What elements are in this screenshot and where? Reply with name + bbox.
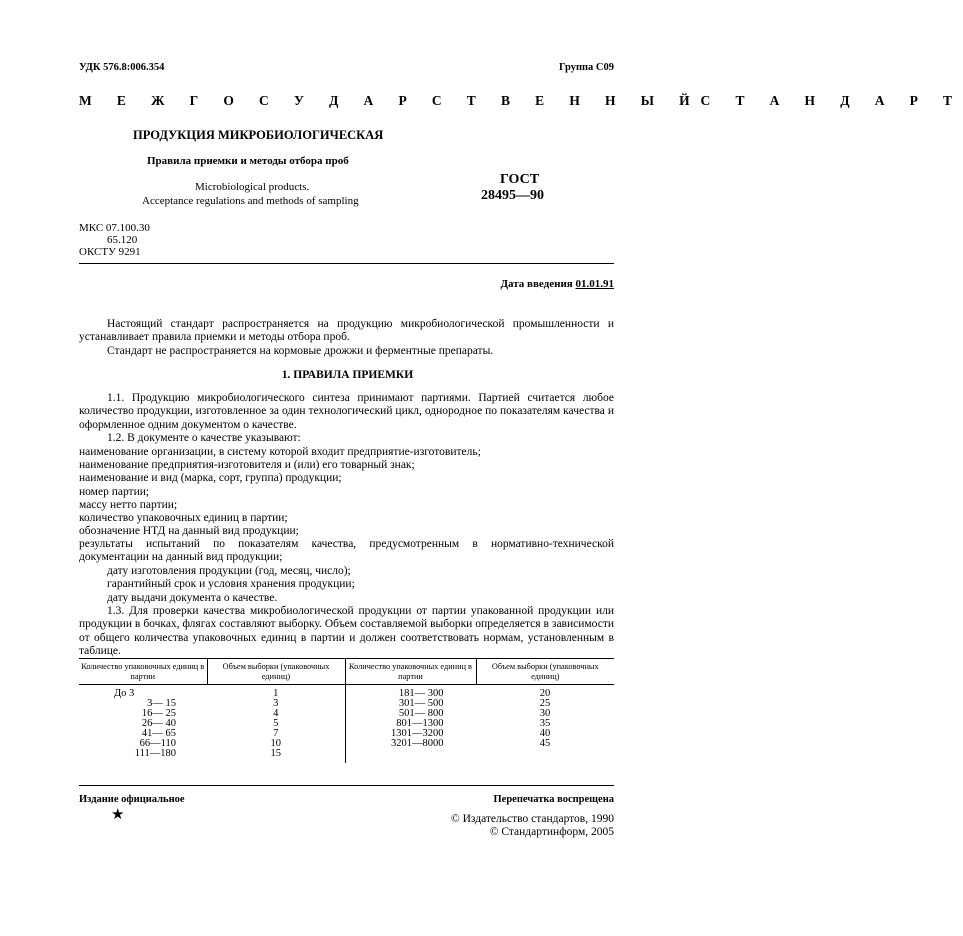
interstate-word-1: М Е Ж Г О С У Д А Р С Т В Е Н Н Ы Й [79, 93, 701, 108]
table-cell: До 3 [114, 688, 135, 699]
table-cell: 3201—8000 [391, 738, 444, 749]
table-header-cell: Количество упаковочных единиц в партии [79, 659, 207, 685]
table-row [79, 749, 614, 763]
table-cell: 15 [270, 748, 281, 759]
table-header-row [79, 659, 614, 685]
table-cell [476, 749, 614, 763]
table-cell: 26— 40 [141, 718, 176, 729]
clause-1-2: 1.2. В документе о качестве указывают: [107, 432, 301, 444]
table-header-cell: Количество упаковочных единиц в партии [345, 659, 476, 685]
table-cell: 45 [539, 738, 551, 749]
intro-paragraph-1: Настоящий стандарт распространяется на продукцию микробиологической промышленности и устанавливает правила приемки и методы отбора проб. [79, 318, 614, 344]
table-cell: 5 [273, 718, 279, 729]
copyright-standartinform: © Стандартинформ, 2005 [489, 826, 614, 838]
section-1-heading: 1. ПРАВИЛА ПРИЕМКИ [281, 369, 414, 381]
mks-code: МКС 07.100.30 [79, 222, 150, 234]
intro-paragraph-2: Стандарт не распространяется на кормовые дрожжи и ферментные препараты. [107, 345, 494, 357]
list-item: наименование предприятия-изготовителя и (или) его товарный знак; [79, 459, 415, 471]
clause-1-3: 1.3. Для проверки качества микробиологической продукции от партии упакованной продукции или продукции в бочках, флягах составляют выборку. Объем составляемой выборки определяется в зависимости от общего количества упаковочных единиц в партии и должен соответствовать нормам, установленным в таблице. [79, 605, 614, 658]
table-cell: 1 [273, 688, 279, 699]
table-cell: 66—110 [139, 738, 176, 749]
table-cell: 7 [273, 728, 279, 739]
table-cell: 25 [539, 698, 551, 709]
english-title-line1: Microbiological products. [195, 181, 310, 193]
clause-1-1: 1.1. Продукцию микробиологического синтеза принимают партиями. Партией считается любое количество продукции, изготовленное за один технологический цикл, однородное по показателям качества и оформленное одним документом о качестве. [79, 392, 614, 431]
table-cell [345, 749, 476, 763]
table-cell: 4 [273, 708, 279, 719]
introduction-date [500, 278, 614, 290]
table-cell: 40 [539, 728, 551, 739]
list-item: номер партии; [79, 486, 150, 498]
list-item: дату изготовления продукции (год, месяц, число); [107, 565, 351, 577]
gost-number: 28495—90 [481, 188, 544, 203]
interstate-word-2: С Т А Н Д А Р Т [700, 93, 963, 108]
list-item: наименование организации, в систему которой входит предприятие-изготовитель; [79, 446, 481, 458]
sampling-table [79, 658, 614, 763]
list-item: массу нетто партии; [79, 499, 178, 511]
reprint-prohibited-label: Перепечатка воспрещена [493, 794, 614, 805]
list-item-results: результаты испытаний по показателям качества, предусмотренным в нормативно-технической документации на данный вид продукции; [79, 538, 614, 564]
document-subtitle: Правила приемки и методы отбора проб [147, 155, 349, 167]
table-header-cell: Объем выборки (упаковочных единиц) [476, 659, 614, 685]
mks-code-second: 65.120 [107, 234, 138, 246]
list-item: дату выдачи документа о качестве. [107, 592, 278, 604]
interstate-standard-banner [79, 93, 963, 109]
list-item: количество упаковочных единиц в партии; [79, 512, 288, 524]
table-cell: 181— 300 [398, 688, 444, 699]
footer-divider [79, 785, 614, 786]
table-cell: 35 [539, 718, 551, 729]
table-cell: 16— 25 [141, 708, 176, 719]
table-cell: 3— 15 [147, 698, 176, 709]
introduction-date-label: Дата введения [500, 278, 573, 290]
table-cell: 3 [273, 698, 279, 709]
table-cell: 301— 500 [398, 698, 444, 709]
table-cell: 501— 800 [398, 708, 444, 719]
group-code: Группа С09 [558, 62, 614, 73]
table-cell: 1301—3200 [391, 728, 444, 739]
table-cell: 801—1300 [396, 718, 444, 729]
udk-code: УДК 576.8:006.354 [79, 62, 165, 73]
table-cell: 111—180 [134, 748, 176, 759]
star-icon: ★ [111, 807, 125, 823]
official-edition-label: Издание официальное [79, 794, 185, 805]
top-divider [79, 263, 614, 264]
table-cell: 10 [270, 738, 281, 749]
gost-label: ГОСТ [500, 172, 540, 187]
introduction-date-value: 01.01.91 [575, 278, 614, 290]
table-header-cell: Объем выборки (упаковочных единиц) [207, 659, 345, 685]
table-row [79, 685, 614, 700]
english-title-line2: Acceptance regulations and methods of sampling [142, 195, 359, 207]
okstu-code: ОКСТУ 9291 [79, 246, 141, 258]
list-item: гарантийный срок и условия хранения продукции; [107, 578, 355, 590]
copyright-publisher: © Издательство стандартов, 1990 [450, 813, 614, 825]
document-title: ПРОДУКЦИЯ МИКРОБИОЛОГИЧЕСКАЯ [133, 128, 384, 142]
list-item: наименование и вид (марка, сорт, группа) продукции; [79, 472, 342, 484]
table-cell: 30 [539, 708, 551, 719]
table-cell: 41— 65 [141, 728, 176, 739]
list-item: обозначение НТД на данный вид продукции; [79, 525, 299, 537]
table-cell: 20 [539, 688, 551, 699]
